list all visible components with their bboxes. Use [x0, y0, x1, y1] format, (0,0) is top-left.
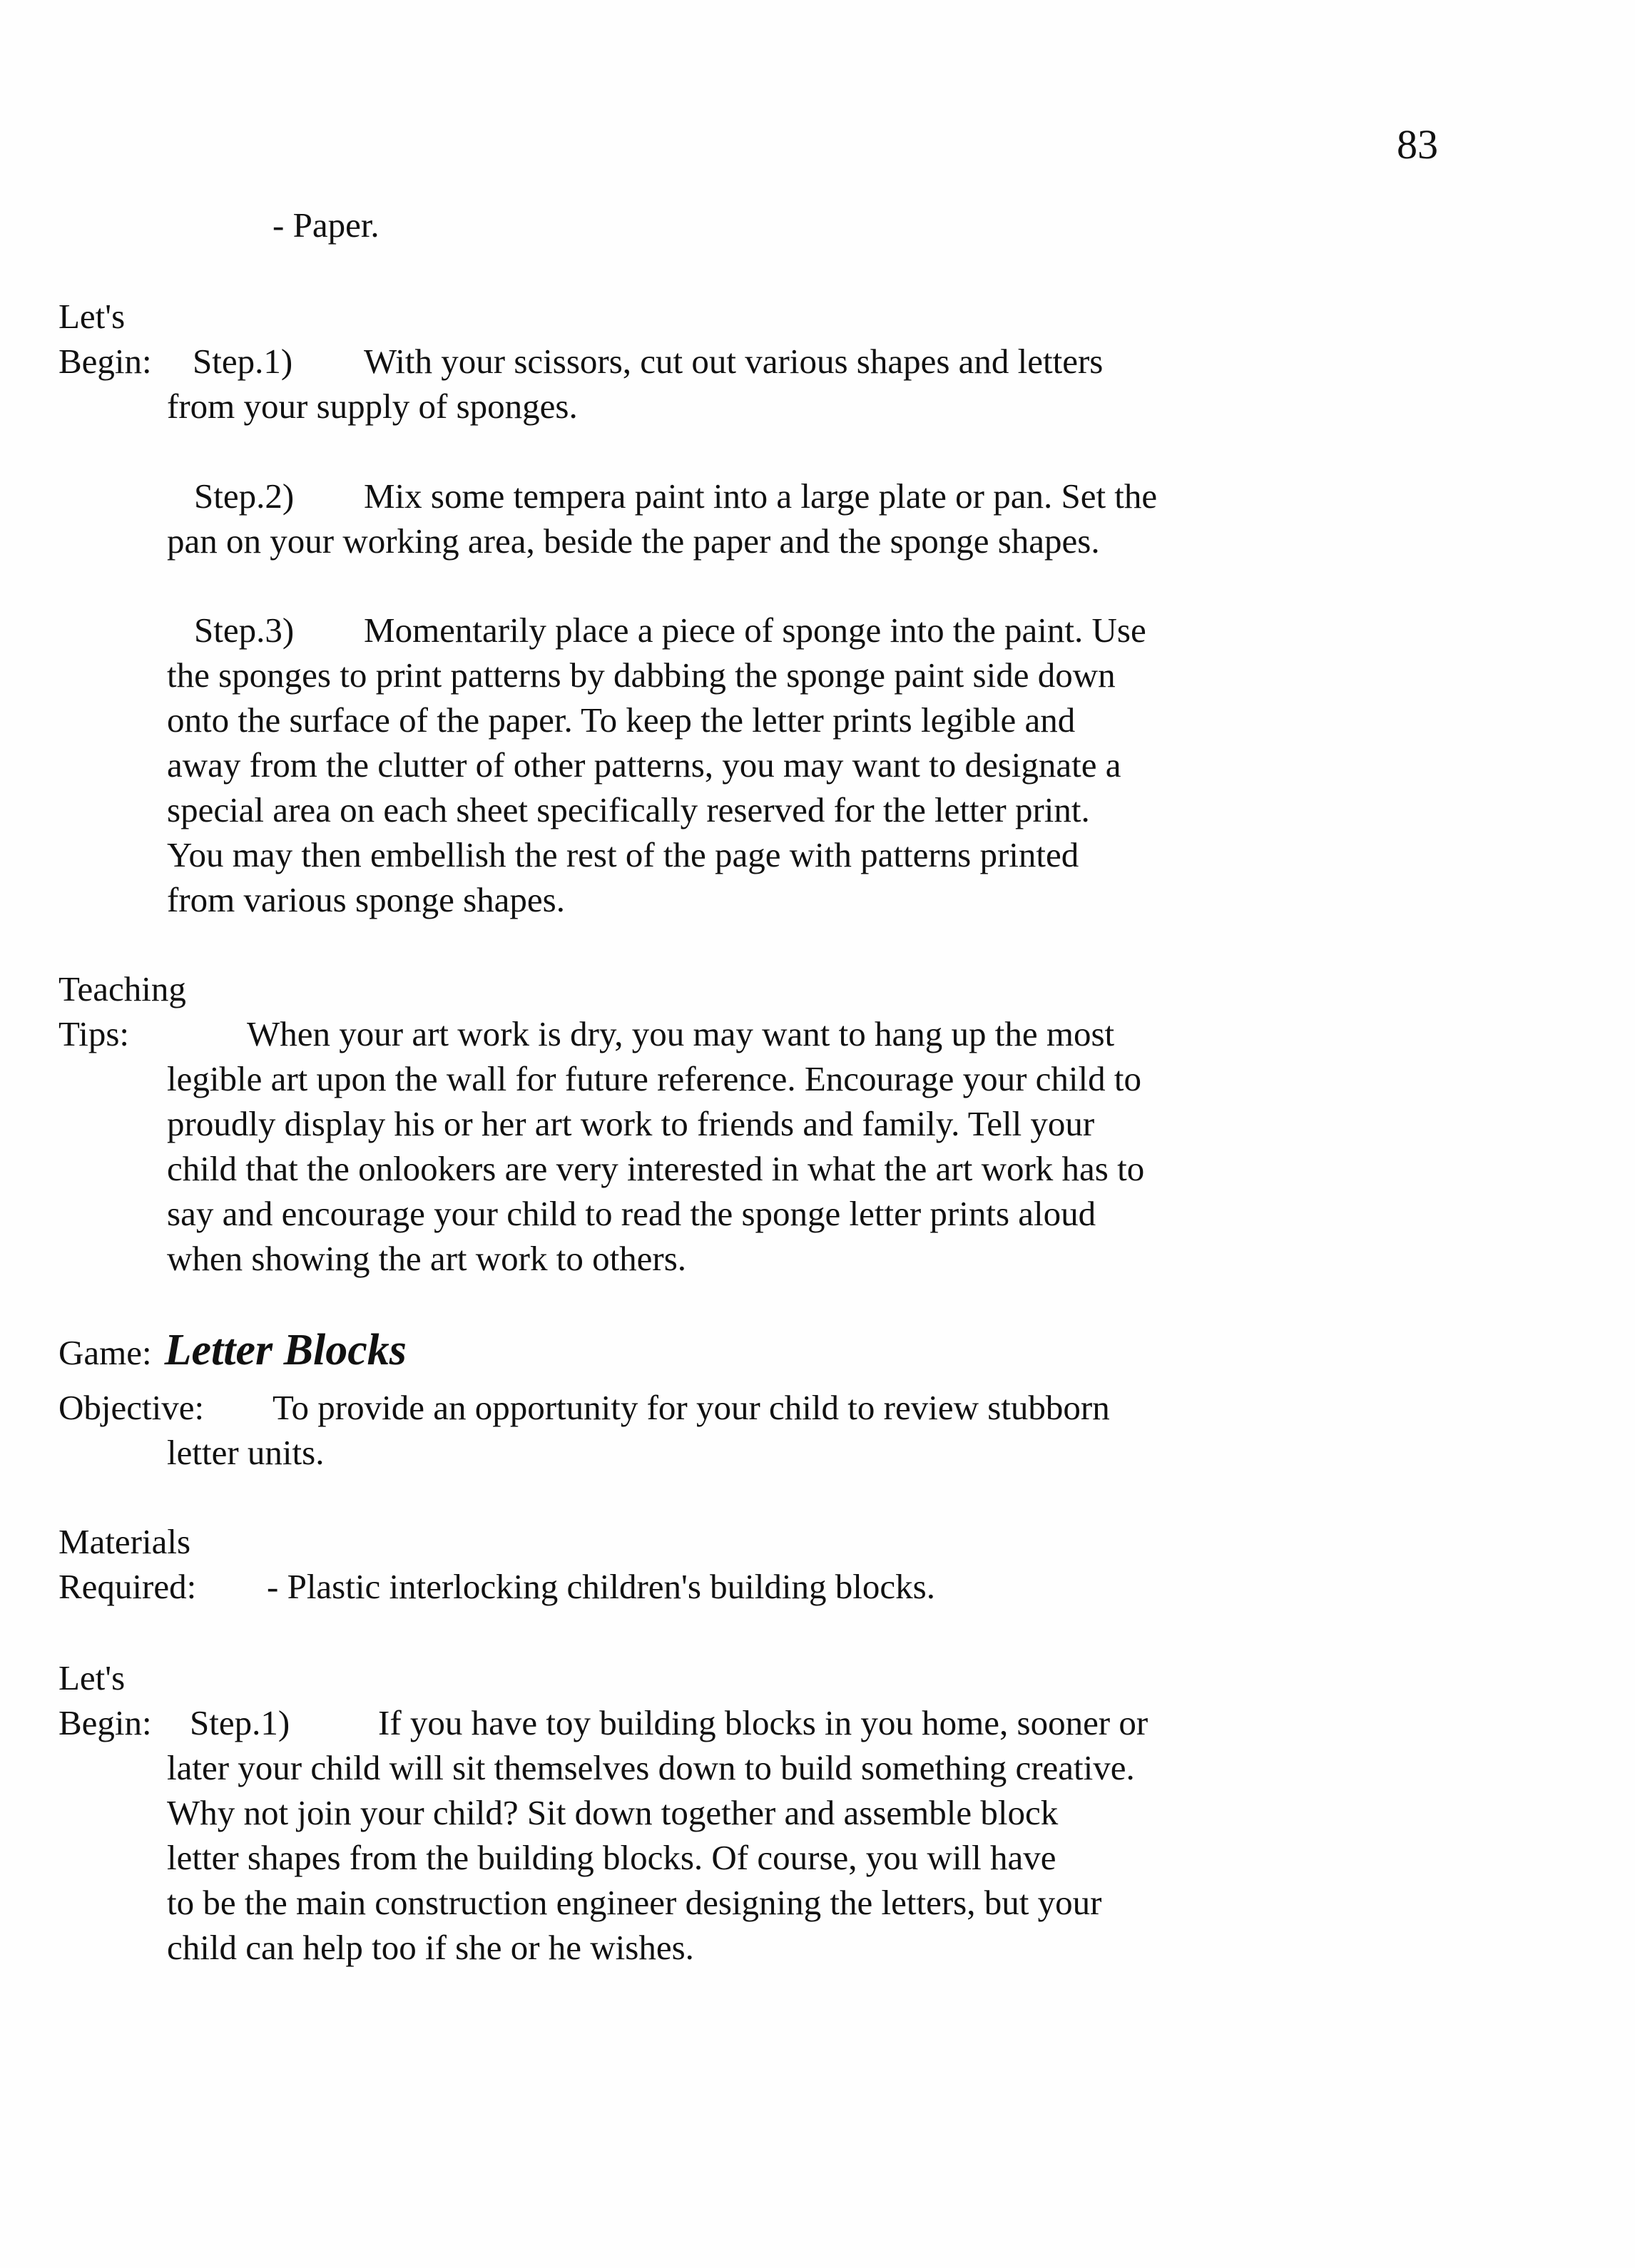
objective-label: Objective: [58, 1388, 205, 1427]
materials-label: Materials [58, 1522, 191, 1561]
step-text-line: With your scissors, cut out various shapes and letters [364, 342, 1104, 381]
step-text-line: Why not join your child? Sit down together and assemble block [167, 1793, 1059, 1832]
lets-label: Let's [58, 297, 126, 336]
step-label: Step.2) [194, 476, 295, 516]
step-text-line: the sponges to print patterns by dabbing the sponge paint side down [167, 655, 1116, 695]
tips-text-line: legible art upon the wall for future reference. Encourage your child to [167, 1059, 1141, 1098]
material-item-paper: - Paper. [272, 205, 380, 245]
material-item: - Plastic interlocking children's building blocks. [267, 1567, 935, 1606]
begin-label: Begin: [58, 1703, 152, 1742]
begin-label: Begin: [58, 342, 152, 381]
required-label: Required: [58, 1567, 197, 1606]
step-text-line: You may then embellish the rest of the page with patterns printed [167, 835, 1079, 874]
tips-text-line: when showing the art work to others. [167, 1239, 687, 1278]
step-text-line: Momentarily place a piece of sponge into the paint. Use [364, 611, 1146, 650]
tips-text-line: proudly display his or her art work to friends and family. Tell your [167, 1104, 1095, 1143]
tips-text-line: When your art work is dry, you may want to hang up the most [247, 1014, 1115, 1053]
lets-label: Let's [58, 1658, 126, 1697]
page-number: 83 [1397, 121, 1438, 168]
step-text-line: away from the clutter of other patterns, you may want to designate a [167, 745, 1121, 785]
step-text-line: special area on each sheet specifically reserved for the letter print. [167, 790, 1090, 829]
game-label: Game: [58, 1333, 152, 1372]
objective-text-line: letter units. [167, 1433, 325, 1472]
tips-text-line: child that the onlookers are very interested in what the art work has to [167, 1149, 1145, 1188]
step-text-line: pan on your working area, beside the paper and the sponge shapes. [167, 521, 1100, 561]
step-text-line: to be the main construction engineer designing the letters, but your [167, 1883, 1102, 1922]
step-text-line: If you have toy building blocks in you home, sooner or [378, 1703, 1148, 1742]
step-text-line: onto the surface of the paper. To keep the letter prints legible and [167, 700, 1076, 740]
step-text-line: Mix some tempera paint into a large plate or pan. Set the [364, 476, 1158, 516]
step-text-line: letter shapes from the building blocks. Of course, you will have [167, 1838, 1056, 1877]
step-text-line: child can help too if she or he wishes. [167, 1928, 694, 1967]
step-text-line: later your child will sit themselves down to build something creative. [167, 1748, 1135, 1787]
step-text-line: from various sponge shapes. [167, 880, 565, 919]
teaching-label: Teaching [58, 969, 186, 1008]
tips-text-line: say and encourage your child to read the sponge letter prints aloud [167, 1194, 1096, 1233]
objective-text-line: To provide an opportunity for your child to review stubborn [272, 1388, 1110, 1427]
step-label: Step.1) [190, 1703, 290, 1742]
tips-label: Tips: [58, 1014, 130, 1053]
step-text-line: from your supply of sponges. [167, 387, 578, 426]
game-title: Letter Blocks [164, 1326, 407, 1374]
step-label: Step.3) [194, 611, 295, 650]
step-label: Step.1) [193, 342, 293, 381]
game-heading [58, 1328, 407, 1375]
